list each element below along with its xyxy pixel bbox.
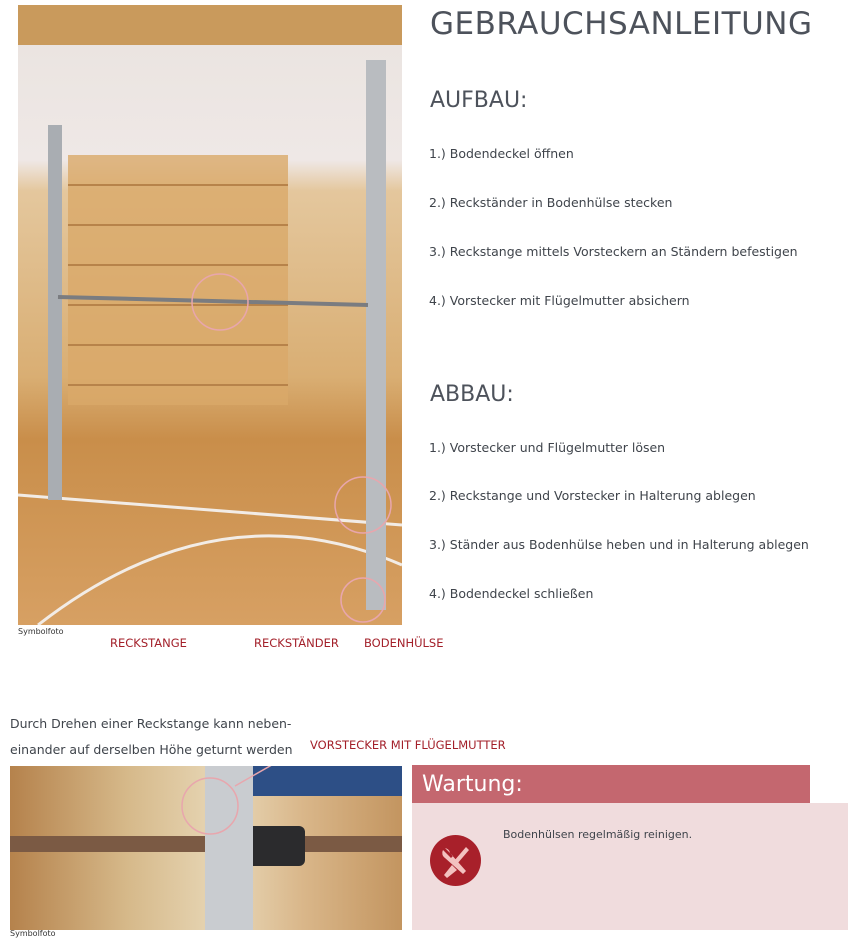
label-bodenhuelse: BODENHÜLSE: [364, 636, 444, 650]
label-reckstange: RECKSTANGE: [110, 636, 187, 650]
gym-photo-reck: [18, 5, 402, 625]
wartung-text: Bodenhülsen regelmäßig reinigen.: [503, 828, 693, 841]
abbau-heading: ABBAU:: [430, 382, 514, 407]
aufbau-step: 2.) Reckständer in Bodenhülse stecken: [429, 195, 673, 210]
tools-icon: [430, 835, 481, 886]
note-text: [10, 711, 293, 763]
photo-illustration: [18, 5, 402, 625]
page-title: GEBRAUCHSANLEITUNG: [430, 6, 813, 42]
abbau-step: 1.) Vorstecker und Flügelmutter lösen: [429, 440, 666, 455]
wartung-heading: Wartung:: [412, 765, 810, 803]
note-line: einander auf derselben Höhe geturnt werden: [10, 742, 293, 757]
label-vorstecker: VORSTECKER MIT FLÜGELMUTTER: [310, 738, 506, 752]
abbau-step: 3.) Ständer aus Bodenhülse heben und in Halterung ablegen: [429, 537, 809, 552]
aufbau-step: 3.) Reckstange mittels Vorsteckern an Ständern befestigen: [429, 244, 798, 259]
note-line: Durch Drehen einer Reckstange kann neben-: [10, 716, 292, 731]
photo-caption: Symbolfoto: [18, 627, 64, 636]
aufbau-step: 1.) Bodendeckel öffnen: [429, 146, 574, 161]
abbau-step: 4.) Bodendeckel schließen: [429, 586, 594, 601]
aufbau-heading: AUFBAU:: [430, 88, 528, 113]
aufbau-step: 4.) Vorstecker mit Flügelmutter absichern: [429, 293, 690, 308]
photo-vorstecker: [10, 766, 402, 930]
photo-caption: Symbolfoto: [10, 929, 56, 938]
label-reckstaender: RECKSTÄNDER: [254, 636, 339, 650]
photo-illustration: [10, 766, 402, 930]
abbau-step: 2.) Reckstange und Vorstecker in Halterung ablegen: [429, 488, 756, 503]
